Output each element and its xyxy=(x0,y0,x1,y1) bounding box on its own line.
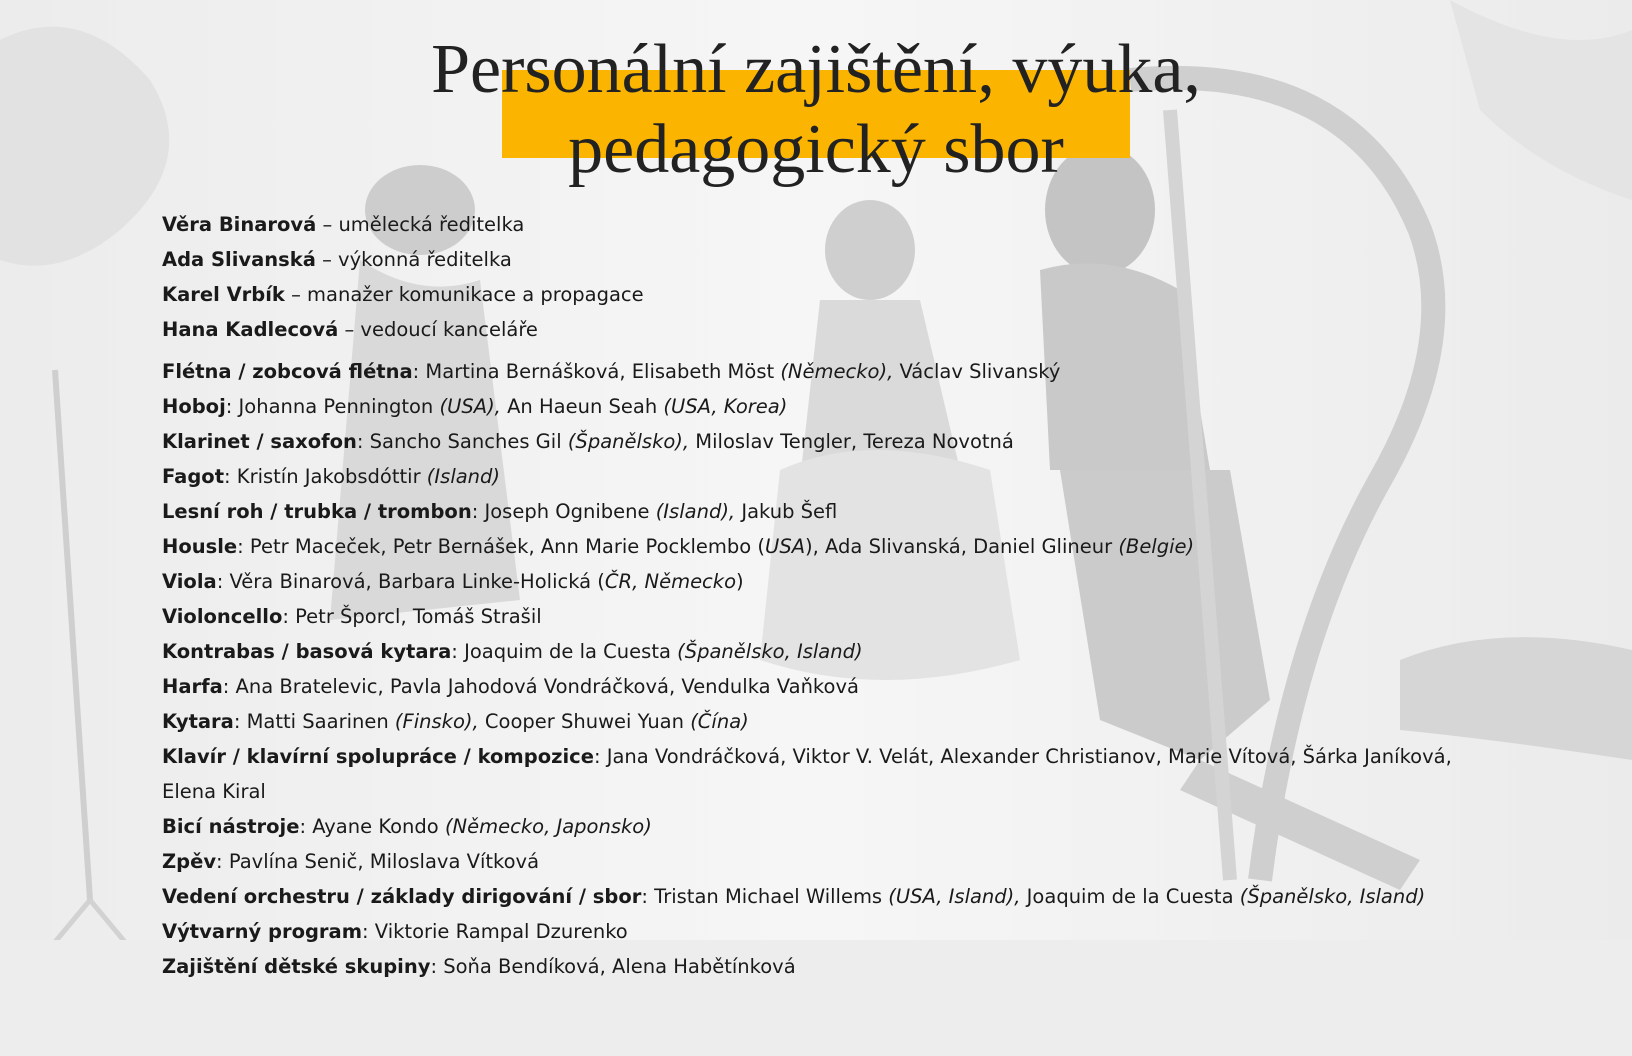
teacher-country: (USA, Island), xyxy=(888,885,1021,908)
faculty-row xyxy=(162,494,1462,529)
teacher-names: : Sancho Sanches Gil xyxy=(356,430,568,453)
teacher-country: (Německo), xyxy=(780,360,894,383)
teacher-names: : Soňa Bendíková, Alena Habětínková xyxy=(430,955,796,978)
teacher-names: ) xyxy=(736,570,744,593)
faculty-row xyxy=(162,564,1462,599)
teacher-country: (Finsko), xyxy=(394,710,479,733)
faculty-row xyxy=(162,879,1462,914)
section-gap xyxy=(162,347,1462,354)
instrument-label: Klarinet / saxofon xyxy=(162,430,357,453)
teacher-names: Miloslav Tengler, Tereza Novotná xyxy=(689,430,1014,453)
instrument-label: Zpěv xyxy=(162,850,217,873)
teacher-country: (Belgie) xyxy=(1118,535,1195,558)
person-name: Karel Vrbík xyxy=(162,283,285,306)
instrument-label: Kytara xyxy=(162,710,234,733)
faculty-row xyxy=(162,809,1462,844)
staff-list xyxy=(162,207,1462,984)
instrument-label: Harfa xyxy=(162,675,223,698)
management-row xyxy=(162,242,1462,277)
teacher-names: : Matti Saarinen xyxy=(233,710,395,733)
teacher-country: (Španělsko), xyxy=(567,430,690,453)
instrument-label: Fagot xyxy=(162,465,225,488)
teacher-names: : Ana Bratelevic, Pavla Jahodová Vondráčková, Vendulka Vaňková xyxy=(222,675,859,698)
instrument-label: Bicí nástroje xyxy=(162,815,300,838)
teacher-names: : Joaquim de la Cuesta xyxy=(451,640,678,663)
person-role: – manažer komunikace a propagace xyxy=(284,283,644,306)
person-name: Věra Binarová xyxy=(162,213,317,236)
instrument-label: Zajištění dětské skupiny xyxy=(162,955,431,978)
teacher-names: : Pavlína Senič, Miloslava Vítková xyxy=(216,850,540,873)
teacher-names: : Tristan Michael Willems xyxy=(641,885,889,908)
teacher-names: Václav Slivanský xyxy=(893,360,1061,383)
teacher-country: ČR, Německo xyxy=(604,570,737,593)
faculty-row xyxy=(162,599,1462,634)
teacher-names: ), Ada Slivanská, Daniel Glineur xyxy=(805,535,1119,558)
person-role: – výkonná ředitelka xyxy=(315,248,512,271)
teacher-names: Joaquim de la Cuesta xyxy=(1020,885,1240,908)
teacher-names: : Petr Šporcl, Tomáš Strašil xyxy=(282,605,542,628)
teacher-names: An Haeun Seah xyxy=(500,395,664,418)
person-name: Ada Slivanská xyxy=(162,248,316,271)
teacher-names: : Ayane Kondo xyxy=(299,815,445,838)
faculty-row xyxy=(162,459,1462,494)
teacher-names: : Petr Maceček, Petr Bernášek, Ann Marie Pocklembo ( xyxy=(237,535,766,558)
instrument-label: Hoboj xyxy=(162,395,226,418)
management-row xyxy=(162,207,1462,242)
teacher-names: : Joseph Ognibene xyxy=(471,500,656,523)
faculty-row xyxy=(162,949,1462,984)
management-row xyxy=(162,312,1462,347)
faculty-row xyxy=(162,529,1462,564)
teacher-country: (Island) xyxy=(426,465,501,488)
instrument-label: Lesní roh / trubka / trombon xyxy=(162,500,472,523)
teacher-names: : Viktorie Rampal Dzurenko xyxy=(362,920,628,943)
teacher-names: : Věra Binarová, Barbara Linke-Holická ( xyxy=(216,570,605,593)
instrument-label: Flétna / zobcová flétna xyxy=(162,360,413,383)
instrument-label: Výtvarný program xyxy=(162,920,363,943)
faculty-row xyxy=(162,389,1462,424)
faculty-row xyxy=(162,914,1462,949)
teacher-names: : Jana Vondráčková, Viktor V. Velát, Alexander Christianov, Marie Vítová, Šárka Janíková, Elena Kiral xyxy=(162,745,1452,803)
faculty-row xyxy=(162,354,1462,389)
instrument-label: Housle xyxy=(162,535,238,558)
teacher-names: : Martina Bernášková, Elisabeth Möst xyxy=(412,360,781,383)
faculty-row xyxy=(162,844,1462,879)
teacher-country: (Španělsko, Island) xyxy=(1239,885,1426,908)
teacher-country: (USA), xyxy=(439,395,501,418)
person-name: Hana Kadlecová xyxy=(162,318,339,341)
teacher-country: (USA, Korea) xyxy=(663,395,788,418)
page-title-line-2: pedagogický sbor xyxy=(568,111,1064,188)
management-row xyxy=(162,277,1462,312)
teacher-country: (Čína) xyxy=(690,710,749,733)
page-title xyxy=(0,30,1632,190)
faculty-row xyxy=(162,669,1462,704)
faculty-row xyxy=(162,424,1462,459)
teacher-names: Cooper Shuwei Yuan xyxy=(478,710,691,733)
faculty-row xyxy=(162,739,1462,809)
teacher-country: USA xyxy=(765,535,806,558)
teacher-country: (Španělsko, Island) xyxy=(677,640,863,663)
person-role: – vedoucí kanceláře xyxy=(338,318,538,341)
instrument-label: Kontrabas / basová kytara xyxy=(162,640,452,663)
faculty-row xyxy=(162,704,1462,739)
teacher-country: (Island), xyxy=(655,500,736,523)
page-title-line-1: Personální zajištění, výuka, xyxy=(431,31,1201,108)
instrument-label: Violoncello xyxy=(162,605,283,628)
instrument-label: Viola xyxy=(162,570,217,593)
instrument-label: Klavír / klavírní spolupráce / kompozice xyxy=(162,745,594,768)
faculty-row xyxy=(162,634,1462,669)
person-role: – umělecká ředitelka xyxy=(316,213,525,236)
teacher-names: : Johanna Pennington xyxy=(225,395,440,418)
instrument-label: Vedení orchestru / základy dirigování / sbor xyxy=(162,885,642,908)
teacher-names: : Kristín Jakobsdóttir xyxy=(224,465,427,488)
teacher-names: Jakub Šefl xyxy=(735,500,838,523)
teacher-country: (Německo, Japonsko) xyxy=(444,815,652,838)
